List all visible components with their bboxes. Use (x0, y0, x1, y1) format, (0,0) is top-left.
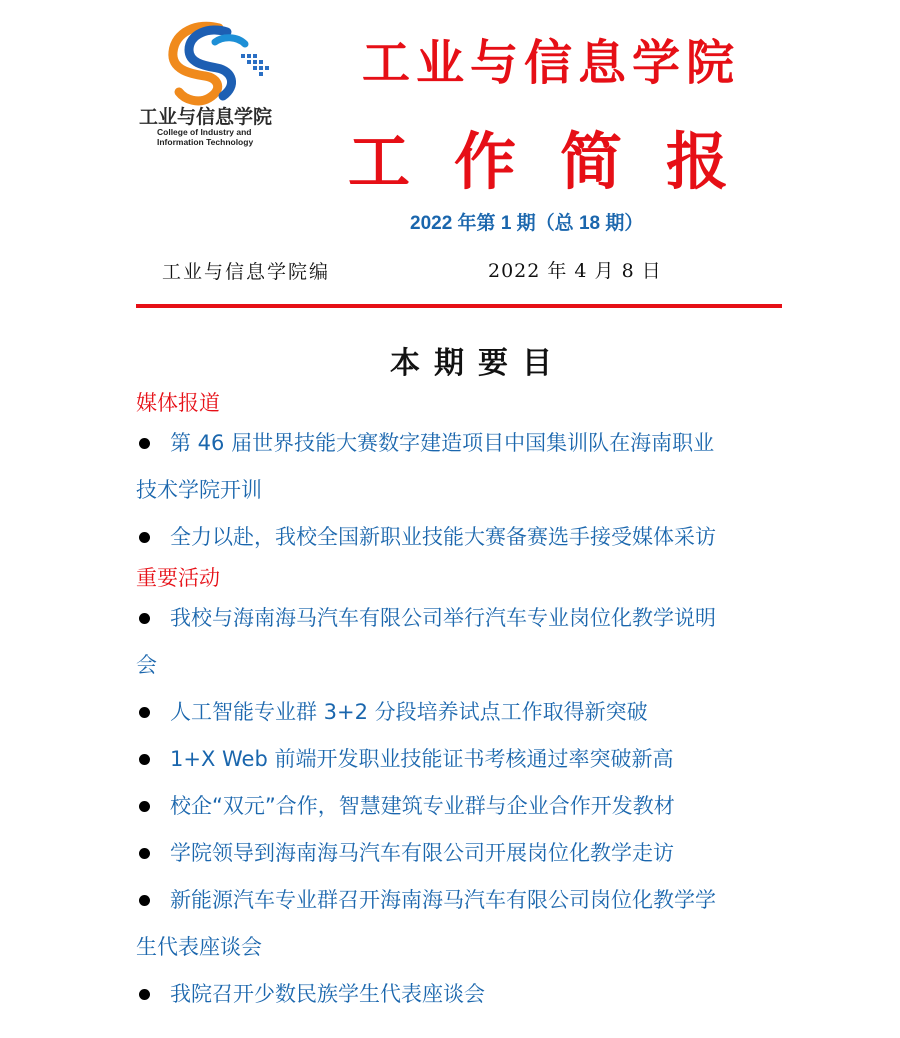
toc-item-text: 新能源汽车专业群召开海南海马汽车有限公司岗位化教学学 (170, 888, 716, 912)
bullet-icon (139, 532, 150, 543)
bullet-icon (139, 707, 150, 718)
toc-item[interactable] (136, 736, 776, 783)
toc-item-text: 1+X Web 前端开发职业技能证书考核通过率突破新高 (170, 747, 674, 771)
logo-chinese-name: 工业与信息学院 (139, 106, 273, 128)
toc-item-text: 第 46 届世界技能大赛数字建造项目中国集训队在海南职业 (170, 431, 715, 455)
table-of-contents (136, 386, 776, 1018)
toc-item-text-continued: 会 (136, 653, 157, 677)
bulletin-title: 工作简报 (348, 125, 773, 198)
college-logo (135, 18, 295, 150)
red-divider (136, 304, 782, 308)
toc-section-heading: 媒体报道 (136, 391, 220, 415)
toc-item[interactable] (136, 783, 776, 830)
logo-english-name (157, 127, 297, 147)
toc-item[interactable] (136, 689, 776, 736)
toc-item-text: 全力以赴，我校全国新职业技能大赛备赛选手接受媒体采访 (170, 525, 716, 549)
bullet-icon (139, 613, 150, 624)
toc-item[interactable] (136, 971, 776, 1018)
logo-english-line2: Information Technology (157, 137, 254, 147)
toc-title: 本期要目 (390, 346, 566, 381)
toc-item-text: 校企“双元”合作，智慧建筑专业群与企业合作开发教材 (170, 794, 675, 818)
bullet-icon (139, 989, 150, 1000)
bullet-icon (139, 801, 150, 812)
toc-item[interactable] (136, 420, 776, 514)
publish-date: 2022 年 4 月 8 日 (488, 260, 662, 282)
logo-english-line1: College of Industry and (157, 127, 252, 137)
college-emblem-icon (157, 18, 277, 108)
bullet-icon (139, 438, 150, 449)
toc-item[interactable] (136, 877, 776, 971)
toc-item-text: 我院召开少数民族学生代表座谈会 (170, 982, 485, 1006)
editor-line: 工业与信息学院编 (162, 261, 331, 283)
toc-item[interactable] (136, 514, 776, 561)
bullet-icon (139, 754, 150, 765)
issue-number: 2022 年第 1 期（总 18 期） (410, 213, 644, 234)
toc-item-text: 我校与海南海马汽车有限公司举行汽车专业岗位化教学说明 (170, 606, 716, 630)
toc-item[interactable] (136, 595, 776, 689)
toc-section-heading: 重要活动 (136, 566, 220, 590)
toc-item-text: 学院领导到海南海马汽车有限公司开展岗位化教学走访 (170, 841, 674, 865)
college-title: 工业与信息学院 (362, 35, 741, 91)
toc-item-text-continued: 生代表座谈会 (136, 935, 262, 959)
toc-item[interactable] (136, 830, 776, 877)
bullet-icon (139, 895, 150, 906)
bullet-icon (139, 848, 150, 859)
toc-item-text: 人工智能专业群 3+2 分段培养试点工作取得新突破 (170, 700, 648, 724)
toc-item-text-continued: 技术学院开训 (136, 478, 262, 502)
